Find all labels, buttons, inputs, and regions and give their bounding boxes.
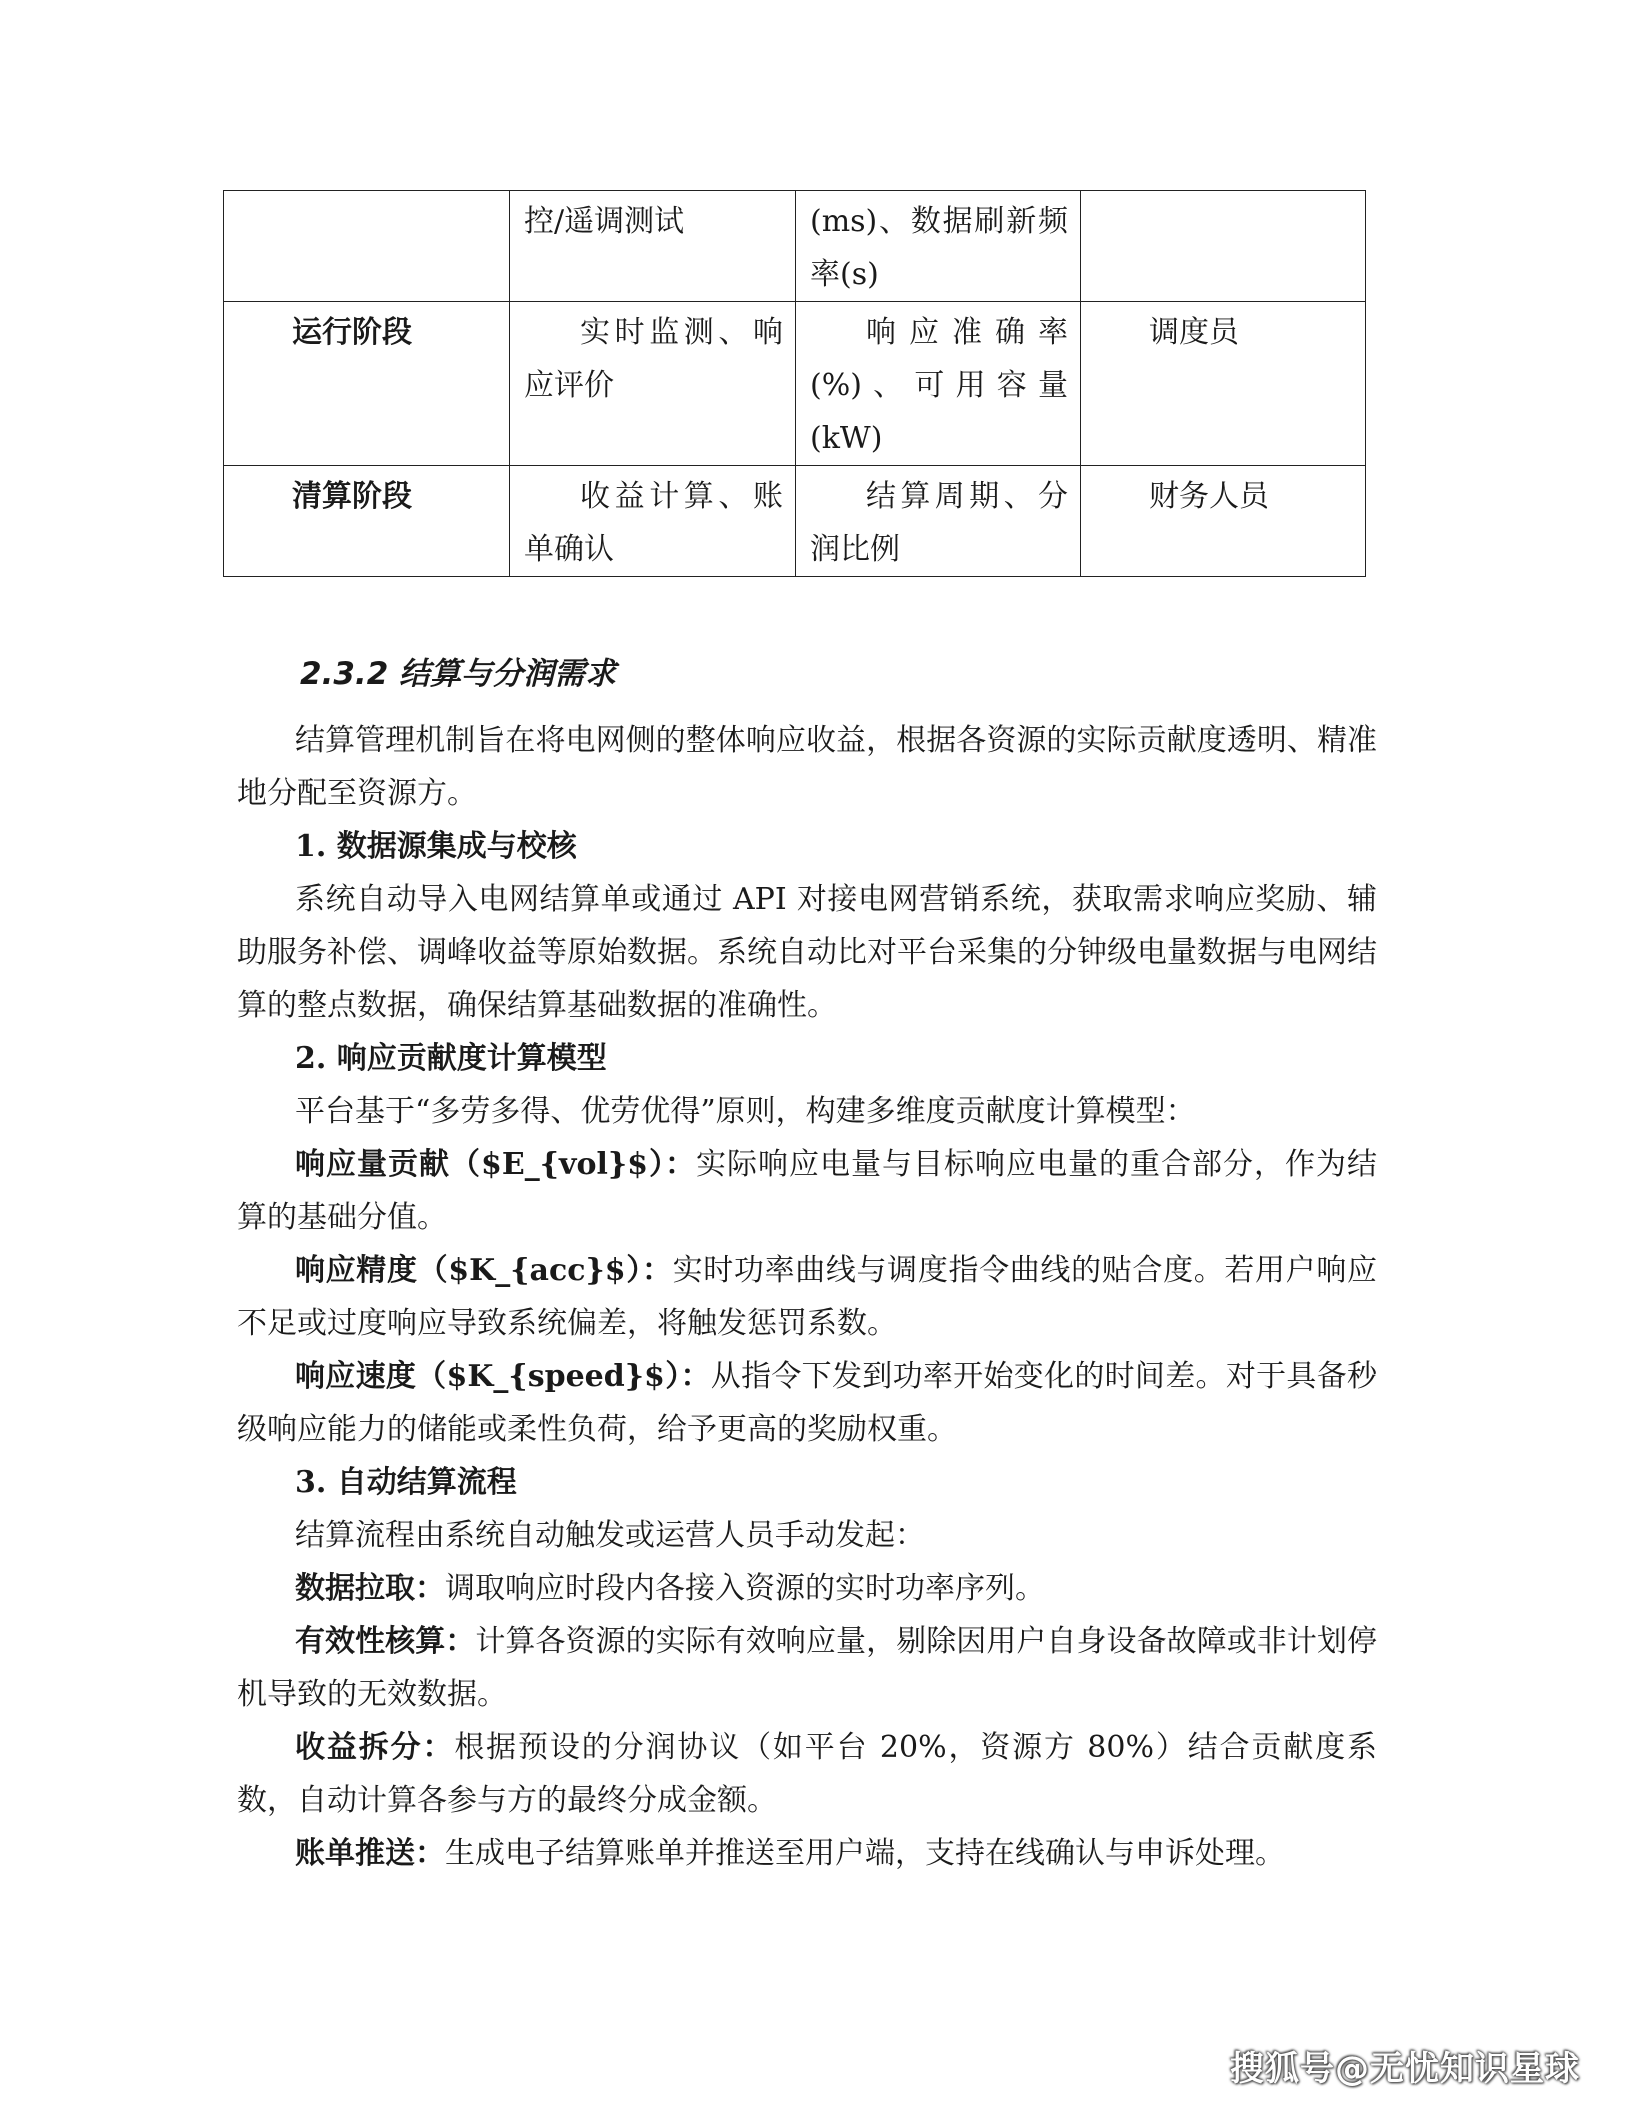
paragraph-settlement-flow: 结算流程由系统自动触发或运营人员手动发起： xyxy=(295,1518,925,1553)
subheading-data-source: 1. 数据源集成与校核 xyxy=(295,829,577,864)
list-item xyxy=(237,1562,1377,1615)
list-item xyxy=(237,1721,1377,1827)
table-row xyxy=(224,466,1366,577)
item-label: 响应量贡献（$E_{vol}$）： xyxy=(295,1147,697,1182)
list-item xyxy=(237,1827,1377,1880)
role-cell: 调度员 xyxy=(1081,302,1366,466)
paragraph-contribution-model: 平台基于“多劳多得、优劳优得”原则，构建多维度贡献度计算模型： xyxy=(295,1094,1196,1129)
list-item xyxy=(237,1615,1377,1721)
item-text: 实际响应电量与目标响应电量的重合部分，作为结算的基础分值。 xyxy=(237,1147,1377,1235)
activity-cell: 控/遥调测试 xyxy=(510,191,796,302)
item-label: 数据拉取： xyxy=(295,1571,445,1606)
item-label: 响应精度（$K_{acc}$）： xyxy=(295,1253,673,1288)
paragraph-data-source: 系统自动导入电网结算单或通过 API 对接电网营销系统，获取需求响应奖励、辅助服务补偿、调峰收益等原始数据。系统自动比对平台采集的分钟级电量数据与电网结算的整点数据，确保结算基础数据的准确性。 xyxy=(237,882,1377,1023)
item-label: 账单推送： xyxy=(295,1836,445,1871)
section-body xyxy=(237,714,1377,1880)
subheading-contribution-model: 2. 响应贡献度计算模型 xyxy=(295,1041,607,1076)
metrics-cell: (ms)、数据刷新频率(s) xyxy=(796,191,1081,302)
item-text: 实时功率曲线与调度指令曲线的贴合度。若用户响应不足或过度响应导致系统偏差，将触发惩罚系数。 xyxy=(237,1253,1377,1341)
subheading-settlement-flow: 3. 自动结算流程 xyxy=(295,1465,517,1500)
role-cell: 财务人员 xyxy=(1081,466,1366,577)
item-text: 根据预设的分润协议（如平台 20%，资源方 80%）结合贡献度系数，自动计算各参与方的最终分成金额。 xyxy=(237,1730,1377,1818)
metrics-cell: 结算周期、分润比例 xyxy=(796,466,1081,577)
metrics-cell: 响应准确率(%)、可用容量(kW) xyxy=(796,302,1081,466)
item-text: 从指令下发到功率开始变化的时间差。对于具备秒级响应能力的储能或柔性负荷，给予更高的奖励权重。 xyxy=(237,1359,1377,1447)
stage-cell: 运行阶段 xyxy=(224,302,510,466)
item-label: 收益拆分： xyxy=(295,1730,455,1765)
item-text: 计算各资源的实际有效响应量，剔除因用户自身设备故障或非计划停机导致的无效数据。 xyxy=(237,1624,1378,1712)
table-row xyxy=(224,191,1366,302)
stage-cell xyxy=(224,191,510,302)
table-row xyxy=(224,302,1366,466)
activity-cell: 实时监测、响应评价 xyxy=(510,302,796,466)
section-title: 2.3.2 结算与分润需求 xyxy=(300,656,617,692)
item-label: 有效性核算： xyxy=(295,1624,476,1659)
activity-cell: 收益计算、账单确认 xyxy=(510,466,796,577)
stage-cell: 清算阶段 xyxy=(224,466,510,577)
item-text: 生成电子结算账单并推送至用户端，支持在线确认与申诉处理。 xyxy=(445,1836,1285,1871)
intro-paragraph: 结算管理机制旨在将电网侧的整体响应收益，根据各资源的实际贡献度透明、精准地分配至资源方。 xyxy=(237,723,1377,811)
requirements-table xyxy=(223,190,1366,577)
watermark: 搜狐号@无忧知识星球 xyxy=(1230,2049,1580,2089)
role-cell xyxy=(1081,191,1366,302)
list-item xyxy=(237,1244,1377,1350)
list-item xyxy=(237,1138,1377,1244)
list-item xyxy=(237,1350,1377,1456)
item-text: 调取响应时段内各接入资源的实时功率序列。 xyxy=(445,1571,1045,1606)
item-label: 响应速度（$K_{speed}$）： xyxy=(295,1359,711,1394)
